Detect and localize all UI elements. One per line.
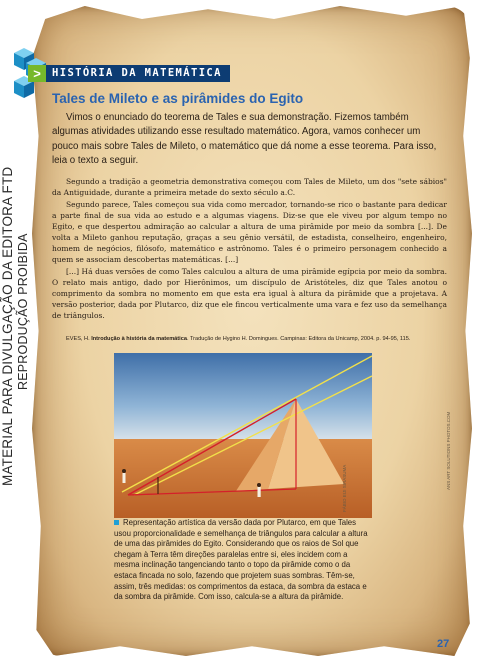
quote-paragraph-2: Segundo parece, Tales começou sua vida como mercador, tornando-se rico o bastante para dedicar a parte final de sua vida ao estudo e a algumas viagens. Diz-se que ele viveu por algum tempo no Egito, e que despertou admiração ao calcular a altura de uma pirâmide por meio da sombra [...]. De volta a Mileto ganhou reputação, graças a seu gênio versátil, de estadista, conselheiro, engenheiro, homem de negócios, filósofo, matemático e astrônomo. Tales é o primeiro personagem conhecido a quem se associam descobertas matemáticas. [...] xyxy=(52,200,447,265)
side-notice-reproducao: REPRODUÇÃO PROIBIDA xyxy=(16,233,30,390)
quote-paragraph-3: [...] Há duas versões de como Tales calculou a altura de uma pirâmide egípcia por meio da sombra. O relato mais antigo, dado por Hierônimos, um discípulo de Aristóteles, diz que Tales anotou o comprimento da sombra no momento em que esta era igual à altura da pirâmide que a projetava. A versão posterior, dada por Plutarco, diz que ele fincou verticalmente uma vara e fez uso da semelhança de triângulos. xyxy=(52,267,447,321)
citation-details: . Tradução de Hygino H. Domingues. Campinas: Editora da Unicamp, 2004. p. 94-95, 115. xyxy=(186,336,411,342)
sky xyxy=(114,353,372,441)
figure-right-person xyxy=(257,483,261,497)
section-tag xyxy=(28,65,230,82)
chevron-right-icon: > xyxy=(28,65,46,82)
pyramid-illustration xyxy=(114,353,372,518)
illustration-caption xyxy=(114,518,372,603)
agency-credit: ANS ART SOLUTIONS PHOTOS.COM xyxy=(446,411,451,490)
page-number: 27 xyxy=(437,638,450,650)
article-title: Tales de Mileto e as pirâmides do Egito xyxy=(52,91,304,106)
side-notice-editora: MATERIAL PARA DIVULGAÇÃO DA EDITORA FTD xyxy=(0,166,15,486)
section-label: HISTÓRIA DA MATEMÁTICA xyxy=(46,65,230,82)
illustrator-credit: FÁBIO EIJI SIRASUMA xyxy=(342,464,347,512)
intro-paragraph: Vimos o enunciado do teorema de Tales e sua demonstração. Fizemos também algumas atividades utilizando esse resultado matemático. Agora, vamos conhecer um pouco mais sobre Tales de Mileto, o matemático que dá nome a esse teorema. Para isso, leia o texto a seguir. xyxy=(52,112,437,166)
bibliographic-citation xyxy=(66,336,446,342)
citation-book-title: Introdução à história da matemática xyxy=(91,336,187,342)
bullet-square-icon xyxy=(114,520,119,525)
caption-text: Representação artística da versão dada por Plutarco, em que Tales usou proporcionalidade e semelhança de triângulos para calcular a altura de uma das pirâmides do Egito. Considerando que os raios de Sol que chegam à Terra têm direções paralelas entre si, eles incidem com a mesma inclinação tangenciando tanto o topo da pirâmide como o da estaca fincada no solo, fazendo que projetem suas sombras. Têm-se, assim, três medidas: os comprimentos da estaca, da sombra da estaca e da sombra da pirâmide. Com isso, calcula-se a altura da pirâmide. xyxy=(114,518,368,602)
citation-author: EVES, H. xyxy=(66,336,92,342)
quote-paragraph-1: Segundo a tradição a geometria demonstrativa começou com Tales de Mileto, um dos "sete sábios" da Antiguidade, durante a primeira metade do sexto século a.C. xyxy=(52,177,447,198)
figure-left-person xyxy=(122,469,126,483)
